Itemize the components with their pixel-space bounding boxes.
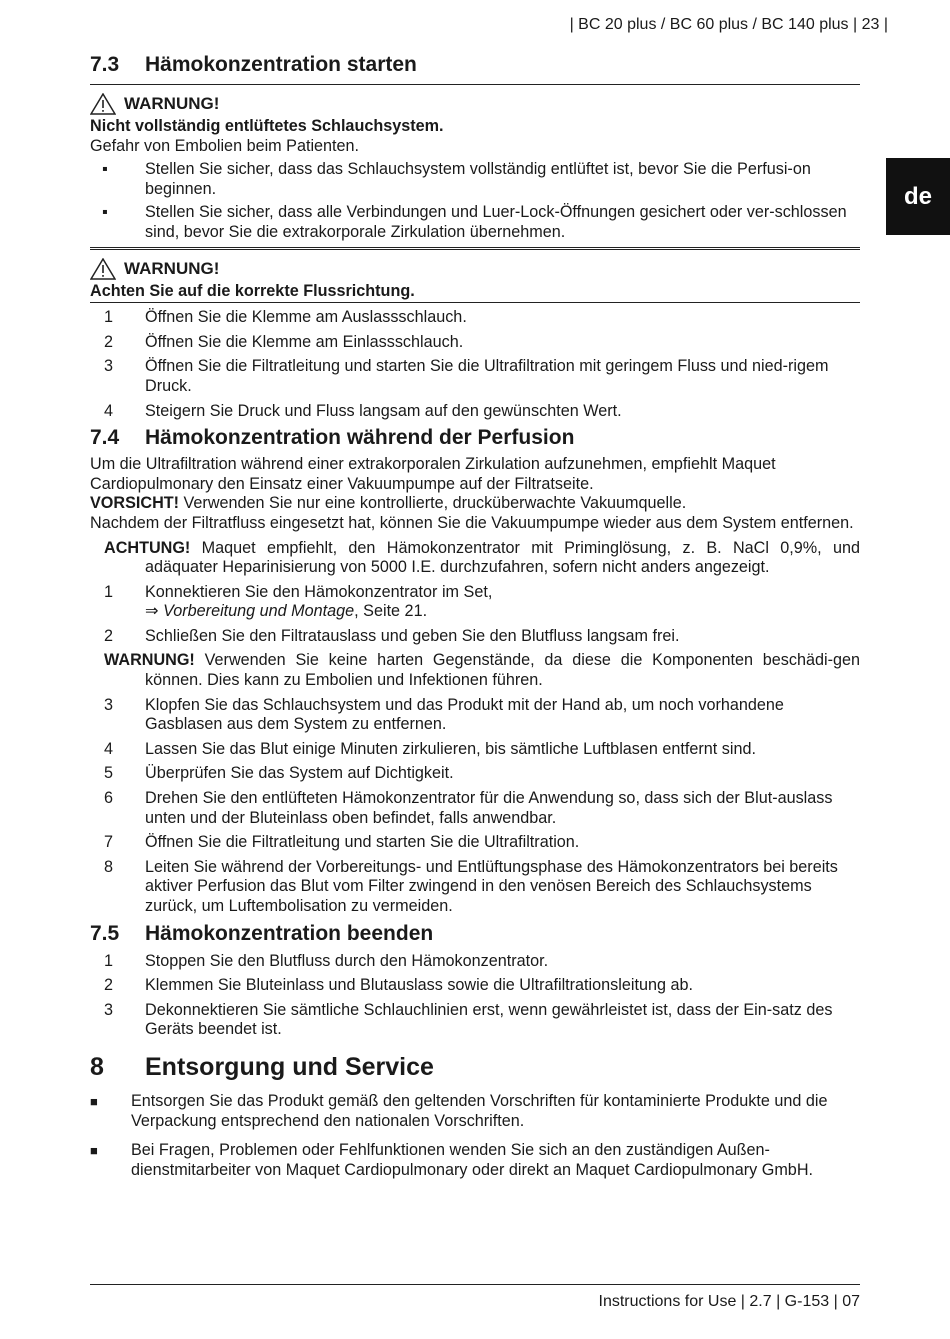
section-number: 7.3 [90, 53, 120, 76]
warning-block-2 [90, 256, 860, 304]
square-bullet-icon: ■ [90, 1093, 98, 1109]
bullet-marker: ▪ [102, 160, 108, 179]
step-number: 8 [104, 857, 114, 876]
paragraph: Um die Ultrafiltration während einer extrakorporalen Zirkulation aufzunehmen, empfiehlt Maquet Cardiopulmonary den Einsatz einer Vakuumpumpe auf der Filtratseite. [90, 455, 776, 493]
chapter-number: 8 [90, 1052, 104, 1081]
step-text: Stoppen Sie den Blutfluss durch den Hämokonzentrator. [145, 951, 549, 970]
list-item [90, 976, 860, 996]
section-7-3-heading-block [90, 52, 860, 85]
warning-triangle-icon [90, 93, 116, 115]
step-text: Schließen Sie den Filtratauslass und geben Sie den Blutfluss langsam frei. [145, 626, 680, 645]
section-7-4-heading [90, 425, 860, 451]
list-item [90, 402, 860, 422]
list-item [90, 740, 860, 760]
section-title: Hämokonzentration während der Perfusion [145, 426, 575, 450]
list-item-text: Bei Fragen, Problemen oder Fehlfunktionen wenden Sie sich an den zuständigen Außen-dienstmitarbeiter von Maquet Cardiopulmonary oder direkt an Maquet Cardiopulmonary GmbH. [131, 1141, 814, 1179]
step-text: Öffnen Sie die Filtratleitung und starten Sie die Ultrafiltration mit geringem Fluss und nied-rigem Druck. [145, 357, 829, 395]
step-text: Überprüfen Sie das System auf Dichtigkeit. [145, 764, 454, 783]
step-text: Klopfen Sie das Schlauchsystem und das Produkt mit der Hand ab, um noch vorhandene Gasblasen aus dem System zu entfernen. [145, 695, 784, 734]
step-number: 1 [104, 951, 114, 970]
list-item [90, 308, 860, 328]
warning-title [90, 91, 860, 117]
list-item [90, 203, 860, 242]
section-title: Hämokonzentration starten [145, 53, 417, 76]
steps-7-5 [90, 952, 860, 1040]
attention-label: ACHTUNG! [104, 538, 191, 557]
list-item [90, 833, 860, 853]
section-number: 7.4 [90, 426, 120, 450]
warning-text: Verwenden Sie keine harten Gegenstände, da diese die Komponenten beschädi-gen können. Dies kann zu Embolien und Infektionen führen. [145, 651, 860, 690]
language-tab: de [886, 158, 950, 235]
list-item-text: Entsorgen Sie das Produkt gemäß den geltenden Vorschriften für kontaminierte Produkte und die Verpackung entsprechend den nationalen Vorschriften. [131, 1091, 828, 1130]
list-item [90, 789, 860, 828]
list-item [90, 583, 860, 622]
list-item [90, 696, 860, 735]
caution-label: VORSICHT! [90, 494, 180, 513]
step-text [145, 583, 492, 622]
warning-note [90, 651, 860, 690]
section-title: Hämokonzentration beenden [145, 921, 434, 945]
step-number: 2 [104, 626, 114, 645]
step-number: 1 [104, 582, 114, 601]
step-number: 3 [104, 357, 114, 376]
step-text: Drehen Sie den entlüfteten Hämokonzentrator für die Anwendung so, dass sich der Blut-auslass unten und der Bluteinlass oben befindet, falls anwendbar. [145, 789, 833, 827]
warning-title [90, 256, 860, 282]
step-text-main: Konnektieren Sie den Hämokonzentrator im Set, [145, 582, 493, 601]
step-text: Dekonnektieren Sie sämtliche Schlauchlinien erst, wenn gewährleistet ist, dass der Ein-satz des Geräts beendet ist. [145, 1000, 833, 1039]
section-number: 7.5 [90, 921, 120, 945]
page-content [90, 52, 860, 1180]
warning-block-1 [90, 91, 860, 250]
attention-text: Maquet empfiehlt, den Hämokonzentrator mit Priminglösung, z. B. NaCl 0,9%, und adäquater Heparinisierung von 5000 I.E. durchzufahren, sofern nicht anders angezeigt. [145, 538, 860, 577]
list-item-text: Stellen Sie sicher, dass alle Verbindungen und Luer-Lock-Öffnungen gesichert oder ver-schlossen sind, bevor Sie die extrakorporale Zirkulation übernehmen. [145, 203, 847, 241]
list-item-text: Stellen Sie sicher, dass das Schlauchsystem vollständig entlüftet ist, bevor Sie die Perfusi-on beginnen. [145, 160, 811, 198]
step-number: 3 [104, 1000, 114, 1019]
paragraph: Nachdem der Filtratfluss eingesetzt hat, können Sie die Vakuumpumpe wieder aus dem System entfernen. [90, 513, 854, 532]
warning-label: WARNUNG! [104, 651, 195, 670]
divider [90, 247, 860, 250]
warning-text: Gefahr von Embolien beim Patienten. [90, 136, 360, 155]
list-item [90, 1141, 860, 1180]
warning-triangle-icon [90, 258, 116, 280]
step-text: Öffnen Sie die Klemme am Auslassschlauch. [145, 308, 467, 327]
warning-headline: Achten Sie auf die korrekte Flussrichtung. [90, 282, 860, 304]
step-number: 4 [104, 401, 114, 420]
chapter-title: Entsorgung und Service [145, 1052, 434, 1081]
steps-7-3 [90, 308, 860, 421]
page-footer: Instructions for Use | 2.7 | G-153 | 07 [598, 1293, 860, 1310]
step-number: 3 [104, 695, 114, 714]
caution-line [90, 494, 860, 514]
steps-7-4 [90, 696, 860, 917]
list-item [90, 1092, 860, 1131]
step-number: 7 [104, 833, 114, 852]
list-item [90, 1001, 860, 1040]
page-header: | BC 20 plus / BC 60 plus / BC 140 plus | 23 | [569, 16, 888, 33]
step-number: 2 [104, 332, 114, 351]
step-number: 2 [104, 976, 114, 995]
list-item [90, 357, 860, 396]
cross-reference-link[interactable]: Vorbereitung und Montage [163, 602, 355, 621]
list-item [90, 858, 860, 917]
step-text: Leiten Sie während der Vorbereitungs- und Entlüftungsphase des Hämokonzentrators bei bereits aktiver Perfusion das Blut vom Filter zwingend in den venösen Bereich des Schlauchsystems zurück, um Luftembolisation zu vermeiden. [145, 857, 838, 915]
warning-headline: Nicht vollständig entlüftetes Schlauchsystem. [90, 117, 444, 135]
warning-label: WARNUNG! [124, 94, 220, 114]
step-number: 1 [104, 308, 114, 327]
step-number: 4 [104, 739, 114, 758]
step-text: Öffnen Sie die Klemme am Einlassschlauch. [145, 332, 464, 351]
list-item [90, 333, 860, 353]
chapter-8-heading [90, 1052, 860, 1082]
step-text: Steigern Sie Druck und Fluss langsam auf den gewünschten Wert. [145, 401, 622, 420]
step-text: Klemmen Sie Bluteinlass und Blutauslass sowie die Ultrafiltrationsleitung ab. [145, 976, 693, 995]
section-7-5-heading [90, 921, 860, 947]
footer-divider [90, 1284, 860, 1285]
step-number: 5 [104, 764, 114, 783]
list-item [90, 952, 860, 972]
attention-note [90, 539, 860, 578]
step-text: Öffnen Sie die Filtratleitung und starten Sie die Ultrafiltration. [145, 833, 580, 852]
caution-text: Verwenden Sie nur eine kontrollierte, drucküberwachte Vakuumquelle. [179, 494, 687, 513]
step-number: 6 [104, 789, 114, 808]
page-reference: , Seite 21. [354, 602, 428, 621]
list-item [90, 160, 860, 199]
arrow-right-icon: ⇒ [145, 602, 159, 621]
warning-label: WARNUNG! [124, 258, 220, 278]
list-item [90, 627, 860, 647]
section-7-3-heading [90, 52, 860, 78]
square-bullet-icon: ■ [90, 1143, 98, 1159]
step-text: Lassen Sie das Blut einige Minuten zirkulieren, bis sämtliche Luftblasen entfernt sind. [145, 739, 756, 758]
list-item [90, 764, 860, 784]
bullet-marker: ▪ [102, 203, 108, 222]
